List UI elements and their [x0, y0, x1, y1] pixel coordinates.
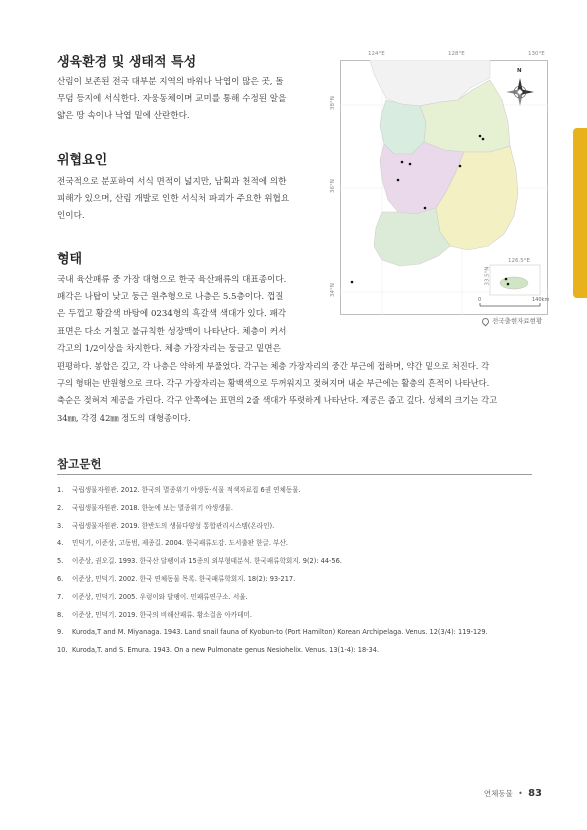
map-caption-text: 전국출현자료현황: [492, 317, 543, 325]
inset-lon-label: 126.5°E: [508, 258, 530, 264]
text-line: 얇은 땅 속이나 낙엽 밑에 산란한다.: [57, 111, 190, 122]
text-line: 패각은 나탑이 낮고 둥근 원추형으로 나층은 5.5층이다. 껍질: [57, 292, 284, 303]
reference-item: 1. 국립생물자원관. 2012. 한국의 멸종위기 야생동·식물 적색자료집 6권 연체동물.: [57, 486, 301, 494]
text-line: 인이다.: [57, 211, 85, 222]
morphology-paragraph-continued: [57, 358, 557, 427]
text-line: 34㎜, 각경 42㎜ 정도의 대형종이다.: [57, 412, 191, 423]
references-divider: [57, 474, 532, 475]
reference-item: 3. 국립생물자원관. 2019. 한반도의 생물다양성 통합관리시스템(온라인).: [57, 521, 275, 530]
habitat-paragraph: [57, 74, 286, 126]
map-lat-label: 36°N: [329, 179, 336, 193]
reference-item: 8. 이준상, 민덕기. 2019. 한국의 비해산패류. 황소걸음 아카데미.: [57, 610, 252, 619]
occurrence-point: [507, 283, 510, 286]
scale-label-end: 140km: [532, 297, 550, 303]
occurrence-point: [482, 138, 485, 141]
text-line: 표면은 다소 거칠고 불규칙한 성장맥이 나타난다. 체층이 커서: [57, 326, 287, 337]
map-lon-label: 130°E: [528, 51, 545, 57]
map-caption: [482, 316, 542, 325]
morphology-title: 형태: [57, 252, 83, 267]
text-line: 무덤 등지에 서식한다. 자웅동체이며 교미를 통해 수정된 알을: [57, 94, 287, 105]
reference-item: 9. Kuroda,T and M. Miyanaga. 1943. Land snail fauna of Kyobun-to (Port Hamilton) Korean Archipelaga. Venus. 12(3/4): 119-129.: [57, 628, 488, 637]
footer-section: 연체동물: [483, 789, 513, 798]
occurrence-point: [409, 163, 412, 166]
page-number: 83: [528, 788, 542, 799]
morphology-paragraph: [57, 272, 286, 358]
north-label: N: [517, 68, 522, 74]
occurrence-point: [351, 281, 354, 284]
references-title: 참고문헌: [57, 457, 102, 471]
text-line: 은 두껍고 황갈색 바탕에 0234형의 흑갈색 색대가 있다. 패각: [57, 309, 287, 320]
occurrence-point: [397, 179, 400, 182]
inset-lat-label: 33.5°N: [484, 266, 491, 286]
map-lon-label: 124°E: [368, 51, 385, 57]
map-lat-label: 38°N: [329, 96, 336, 110]
footer-separator: •: [518, 789, 523, 798]
habitat-title: 생육환경 및 생태적 특성: [57, 55, 197, 70]
scale-label-start: 0: [478, 297, 482, 303]
text-line: 편평하다. 봉합은 깊고, 각 나층은 약하게 부풀었다. 각구는 체층 가장자리의 중간 부근에 접하며, 약간 밑으로 처진다. 각: [57, 361, 490, 371]
threats-title: 위협요인: [57, 153, 108, 168]
chapter-side-tab: [573, 128, 587, 298]
text-line: 구의 형태는 반원형으로 크다. 각구 가장자리는 황백색으로 두꺼워지고 젖혀지며 내순 부근에는 활층의 흔적이 나타난다.: [57, 378, 490, 389]
text-line: 국내 육산패류 중 가장 대형으로 한국 육산패류의 대표종이다.: [57, 275, 287, 285]
occurrence-point: [459, 165, 462, 168]
reference-item: 4. 민덕기, 이준상, 고동범, 제종길. 2004. 한국패류도감. 도서출판 한글. 부산.: [57, 539, 288, 548]
reference-item: 10. Kuroda,T. and S. Emura. 1943. On a new Pulmonate genus Nesiohelix. Venus. 13(1-4): 18-34.: [57, 646, 380, 655]
reference-item: 2. 국립생물자원관. 2018. 한눈에 보는 멸종위기 야생생물.: [57, 503, 233, 512]
occurrence-point: [505, 278, 508, 281]
page-footer: [484, 788, 542, 799]
map-lon-label: 128°E: [448, 51, 465, 57]
text-line: 전국적으로 분포하여 서식 면적이 넓지만, 남획과 천적에 의한: [57, 177, 287, 187]
occurrence-point: [401, 161, 404, 164]
text-line: 산림이 보존된 전국 대부분 지역의 바위나 낙엽이 많은 곳, 돌: [57, 77, 284, 87]
location-pin-icon: [481, 316, 491, 326]
text-line: 축순은 젖혀져 제공을 가린다. 각구 안쪽에는 표면의 2줄 색대가 뚜렷하게 나타난다. 제공은 좁고 깊다. 성체의 크기는 각고: [57, 395, 498, 406]
threats-paragraph: [57, 174, 289, 226]
map-lat-label: 34°N: [329, 283, 336, 297]
occurrence-point: [479, 135, 482, 138]
references-list: [57, 484, 488, 662]
map-region-gyeonggi: [380, 100, 426, 154]
text-line: 각고의 1/2이상을 차지한다. 체층 가장자리는 둥글고 밑면은: [57, 343, 281, 354]
distribution-map: [329, 51, 550, 315]
text-line: 피해가 있으며, 산림 개발로 인한 서식처 파괴가 주요한 위협요: [57, 194, 290, 205]
reference-item: 7. 이준상, 민덕기. 2005. 우렁이와 달팽이. 민패류연구소. 서울.: [57, 592, 248, 601]
reference-item: 6. 이준상, 민덕기. 2002. 한국 연체동물 목록. 한국패류학회지. 18(2): 93-217.: [57, 574, 296, 583]
occurrence-point: [424, 207, 427, 210]
map-region-jeju: [500, 277, 528, 289]
reference-item: 5. 이준상, 권오길. 1993. 한국산 달팽이과 15종의 외부형태분석. 한국패류학회지. 9(2): 44-56.: [57, 557, 342, 566]
